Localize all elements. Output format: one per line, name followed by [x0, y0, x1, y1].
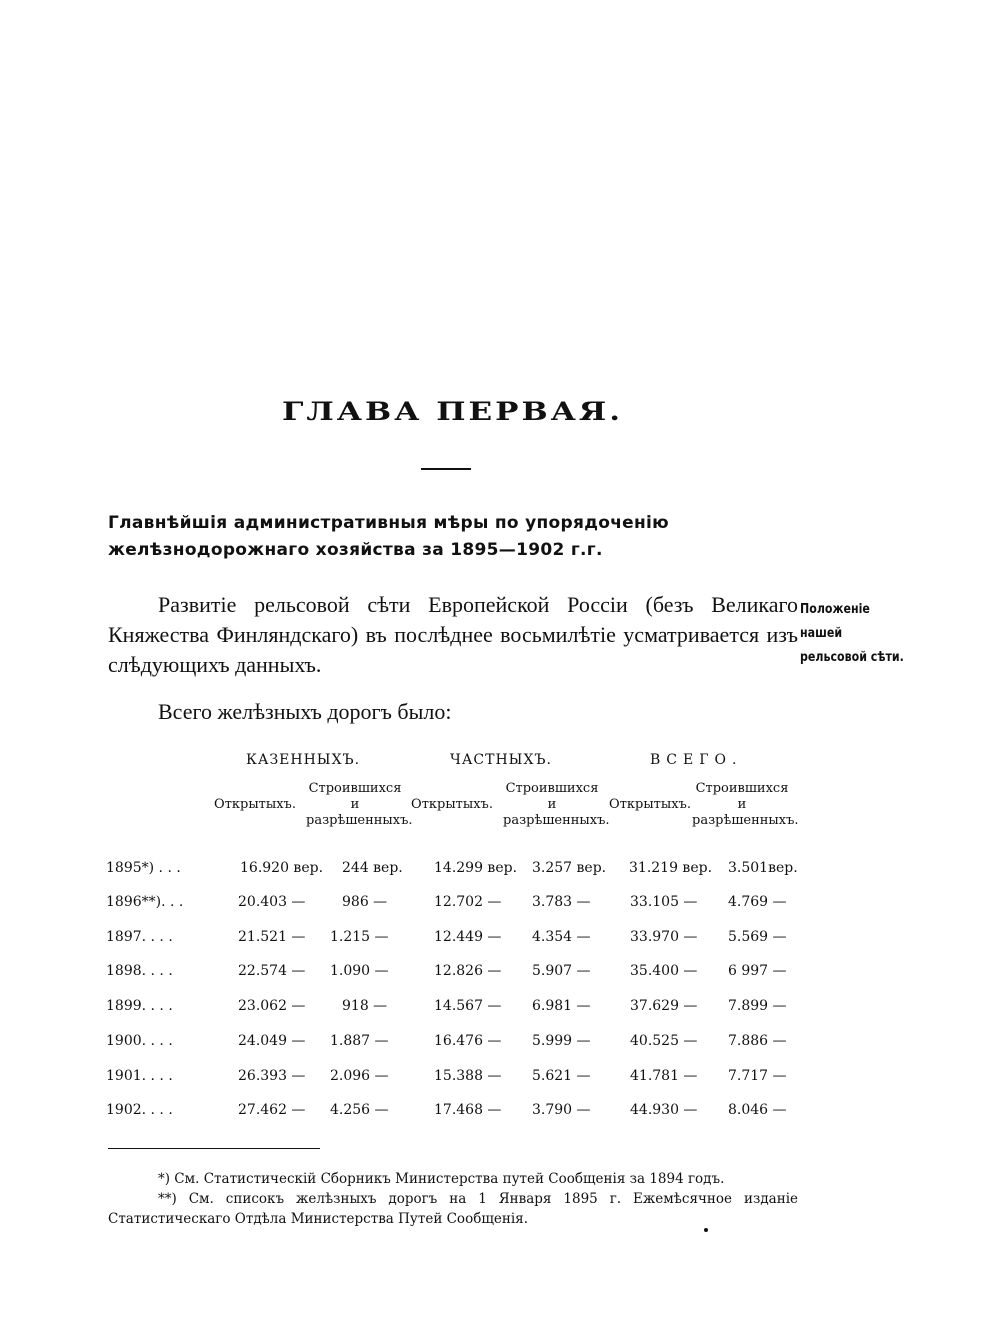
cell: 5.621 —: [532, 1068, 591, 1084]
year-cell: 1899. . . .: [106, 998, 173, 1014]
cell: 31.219 вер.: [629, 860, 713, 876]
cell: 27.462 —: [238, 1102, 306, 1118]
cell: 24.049 —: [238, 1033, 306, 1049]
year-cell: 1900. . . .: [106, 1033, 173, 1049]
col-header-state-building: Строившихся и разрѣшенныхъ.: [306, 781, 413, 828]
year-cell: 1896**). . .: [106, 894, 184, 910]
cell: 8.046 —: [728, 1102, 787, 1118]
cell: 40.525 —: [630, 1033, 698, 1049]
table-row: [0, 1102, 1000, 1132]
col-header-private-building: Строившихся и разрѣшенныхъ.: [503, 781, 610, 828]
cell: 41.781 —: [630, 1068, 698, 1084]
cell: 22.574 —: [238, 963, 306, 979]
cell: 4.354 —: [532, 929, 591, 945]
col-header-total-open: Открытыхъ.: [609, 797, 691, 812]
printer-mark: [704, 1228, 708, 1232]
cell: 918 —: [342, 998, 388, 1014]
cell: 5.999 —: [532, 1033, 591, 1049]
cell: 3.790 —: [532, 1102, 591, 1118]
table-row: [0, 894, 1000, 924]
cell: 26.393 —: [238, 1068, 306, 1084]
table-row: [0, 1068, 1000, 1098]
cell: 7.886 —: [728, 1033, 787, 1049]
cell: 15.388 —: [434, 1068, 502, 1084]
col-header-state-open: Открытыхъ.: [214, 797, 296, 812]
cell: 986 —: [342, 894, 388, 910]
group-header-private: ЧАСТНЫХЪ.: [450, 752, 552, 768]
cell: 33.970 —: [630, 929, 698, 945]
cell: 17.468 —: [434, 1102, 502, 1118]
cell: 14.567 —: [434, 998, 502, 1014]
cell: 44.930 —: [630, 1102, 698, 1118]
footnote-rule: [108, 1148, 320, 1149]
col-header-total-building: Строившихся и разрѣшенныхъ.: [692, 781, 799, 828]
footnote-1: *) См. Статистическій Сборникъ Министерства путей Сообщенія за 1894 годъ.: [158, 1171, 725, 1187]
cell: 2.096 —: [330, 1068, 389, 1084]
group-header-state: КАЗЕННЫХЪ.: [246, 752, 361, 768]
table-row: [0, 1033, 1000, 1063]
year-cell: 1897. . . .: [106, 929, 173, 945]
cell: 4.769 —: [728, 894, 787, 910]
cell: 12.449 —: [434, 929, 502, 945]
cell: 244 вер.: [342, 860, 403, 876]
section-heading: Главнѣйшія административныя мѣры по упорядоченію желѣзнодорожнаго хозяйства за 1895—1902 г.г.: [108, 513, 670, 560]
body-paragraph: Развитіе рельсовой сѣти Европейской Россіи (безъ Великаго Княжества Финляндскаго) въ послѣднее восьмилѣтіе усматривается изъ слѣдующихъ данныхъ.: [108, 592, 798, 677]
cell: 33.105 —: [630, 894, 698, 910]
cell: 6.981 —: [532, 998, 591, 1014]
table-row: [0, 963, 1000, 993]
year-cell: 1902. . . .: [106, 1102, 173, 1118]
col-header-private-open: Открытыхъ.: [411, 797, 493, 812]
table-row: [0, 929, 1000, 959]
cell: 5.569 —: [728, 929, 787, 945]
cell: 37.629 —: [630, 998, 698, 1014]
cell: 3.501вер.: [728, 860, 798, 876]
cell: 5.907 —: [532, 963, 591, 979]
cell: 23.062 —: [238, 998, 306, 1014]
cell: 35.400 —: [630, 963, 698, 979]
footnote-2: **) См. списокъ желѣзныхъ дорогъ на 1 Января 1895 г. Ежемѣсячное изданіе Статистическаго Отдѣла Министерства Путей Сообщенія.: [108, 1191, 798, 1227]
title-rule: [421, 468, 471, 470]
cell: 7.717 —: [728, 1068, 787, 1084]
cell: 4.256 —: [330, 1102, 389, 1118]
group-header-total: ВСЕГО.: [650, 752, 743, 768]
cell: 6 997 —: [728, 963, 787, 979]
cell: 3.257 вер.: [532, 860, 607, 876]
cell: 12.826 —: [434, 963, 502, 979]
cell: 20.403 —: [238, 894, 306, 910]
cell: 16.920 вер.: [240, 860, 324, 876]
cell: 1.215 —: [330, 929, 389, 945]
year-cell: 1895*) . . .: [106, 860, 181, 876]
margin-note: Положеніе нашей рельсовой сѣти.: [800, 602, 904, 665]
table-row: [0, 998, 1000, 1028]
chapter-title: ГЛАВА ПЕРВАЯ.: [281, 397, 624, 427]
year-cell: 1901. . . .: [106, 1068, 173, 1084]
cell: 7.899 —: [728, 998, 787, 1014]
table-row: [0, 860, 1000, 890]
cell: 14.299 вер.: [434, 860, 518, 876]
cell: 16.476 —: [434, 1033, 502, 1049]
cell: 12.702 —: [434, 894, 502, 910]
cell: 21.521 —: [238, 929, 306, 945]
cell: 3.783 —: [532, 894, 591, 910]
table-intro: Всего желѣзныхъ дорогъ было:: [158, 699, 452, 724]
year-cell: 1898. . . .: [106, 963, 173, 979]
cell: 1.090 —: [330, 963, 389, 979]
cell: 1.887 —: [330, 1033, 389, 1049]
